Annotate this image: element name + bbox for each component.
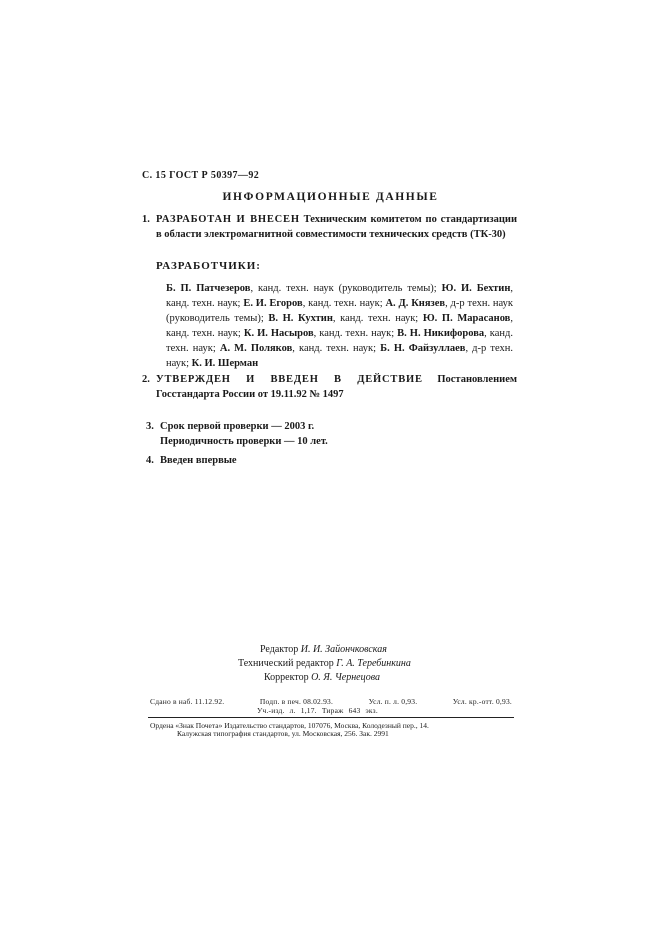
developer-role: , д-р техн. наук; [166,343,513,369]
developer-name: А. М. Поляков [219,343,293,354]
publisher-line: Ордена «Знак Почета» Издательство стандартов, 107076, Москва, Колодезный пер., 14. [150,721,429,730]
developer-name: Ю. И. Бехтин [441,283,511,294]
section-introduced [146,453,521,468]
developer-name: А. Д. Князев [385,298,446,309]
page-title: ИНФОРМАЦИОННЫЕ ДАННЫЕ [222,191,439,203]
page-header: С. 15 ГОСТ Р 50397—92 [142,170,260,181]
section-body: Техническим комитетом по стандартизации в области электромагнитной совместимости технических средств (ТК-30) [156,214,517,240]
color-prints: Усл. кр.-отт. 0,93. [452,697,512,706]
print-sheets: Усл. п. л. 0,93. [368,697,418,706]
corrector-line [264,671,380,685]
publication-line-2: Уч.-изд. л. 1,17. Тираж 643 экз. [257,706,378,715]
developer-role: , канд. техн. наук; [332,313,423,324]
developer-role: , канд. техн. наук; [166,328,513,354]
section-body: Постановлением Госстандарта России от 19.11.92 № 1497 [156,374,518,400]
section-approved [142,372,517,402]
developer-name: К. И. Насыров [243,328,314,339]
section-text: Введен впервые [160,455,237,466]
corrector-name: О. Я. Чернецова [311,672,380,683]
tech-editor-line [238,657,411,671]
tech-editor-name: Г. А. Теребинкина [336,658,411,669]
developer-role: , канд. техн. наук; [166,313,513,339]
section-text [160,419,521,449]
publication-line-1 [150,697,512,706]
editor-label: Редактор [260,644,299,655]
developers-heading: РАЗРАБОТЧИКИ: [156,260,261,272]
section-number: 1. [142,214,150,225]
signed-date: Подп. в печ. 08.02.93. [259,697,334,706]
review-first: Срок первой проверки — 2003 г. [160,421,315,432]
printer-line: Калужская типография стандартов, ул. Московская, 256. Зак. 2991 [177,729,389,738]
section-text [156,372,517,402]
developer-name: Е. И. Егоров [243,298,303,309]
developer-role: , канд. техн. наук; [302,298,386,309]
developer-role: , канд. техн. наук; [292,343,381,354]
developer-name: В. Н. Кухтин [268,313,333,324]
developer-role: , канд. техн. наук; [313,328,398,339]
divider-rule [148,717,514,718]
publication-info [150,697,512,715]
developer-role: , д-р техн. наук (руководитель темы); [166,298,514,324]
submitted-date: Сдано в наб. 11.12.92. [150,697,225,706]
developer-role: , канд. техн. наук (руководитель темы); [250,283,442,294]
section-number: 4. [146,455,154,466]
corrector-label: Корректор [264,672,309,683]
section-lead: РАЗРАБОТАН И ВНЕСЕН [156,214,300,225]
tech-editor-label: Технический редактор [238,658,334,669]
developer-name: К. И. Шерман [191,358,259,369]
developer-name: Б. Н. Файзуллаев [380,343,466,354]
section-lead: УТВЕРЖДЕН И ВВЕДЕН В ДЕЙСТВИЕ [156,374,423,385]
section-number: 3. [146,421,154,432]
review-period: Периодичность проверки — 10 лет. [160,436,328,447]
editor-name: И. И. Зайончковская [300,644,387,655]
developer-name: В. Н. Никифорова [397,328,485,339]
developer-name: Ю. П. Марасанов [422,313,511,324]
developer-name: Б. П. Патчезеров [166,283,251,294]
section-text [156,212,517,242]
editor-line [260,643,387,657]
developer-role: , канд. техн. наук; [166,283,513,309]
section-review [146,419,521,449]
section-developed-by [142,212,517,242]
developers-list [166,281,513,371]
section-number: 2. [142,374,150,385]
